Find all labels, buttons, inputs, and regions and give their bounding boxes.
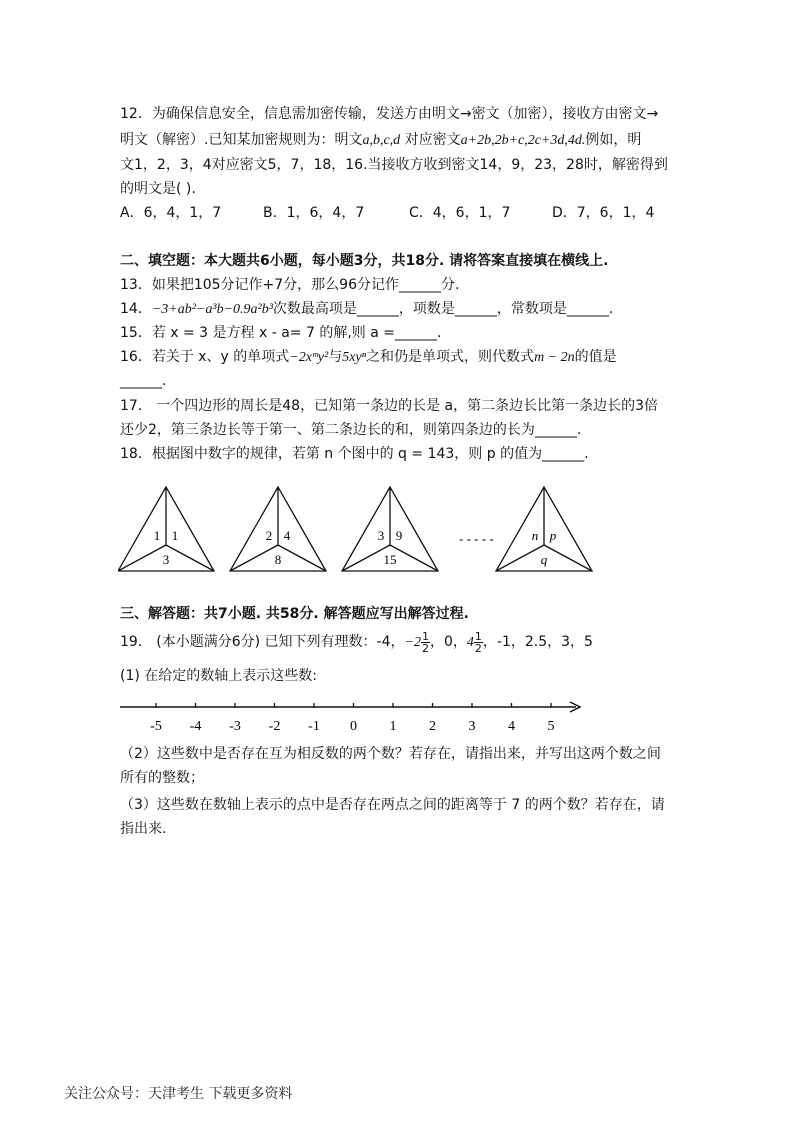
section2-title: 二、填空题：本大题共6小题，每小题3分，共18分. 请将答案直接填在横线上. bbox=[120, 253, 609, 269]
q19-part1: (1) 在给定的数轴上表示这些数: bbox=[120, 668, 317, 684]
q19-post: ，-1，2.5，3，5 bbox=[482, 634, 593, 650]
q16-tail: 的值是 bbox=[574, 349, 617, 365]
q14-pre: 14． bbox=[120, 301, 152, 317]
triangle-left-number: n bbox=[531, 528, 539, 543]
q17-line2: 还少2，第三条边长等于第一、第二条边长的和，则第四条边的长为______. bbox=[120, 422, 582, 438]
q19-pre: 19． (本小题满分6分) 已知下列有理数：-4， bbox=[120, 634, 405, 650]
option-b: B．1，6，4，7 bbox=[263, 205, 365, 221]
q18: 18．根据图中数字的规律，若第 n 个图中的 q = 143，则 p 的值为______. bbox=[120, 446, 589, 462]
triangle-bottom-number: 15 bbox=[383, 552, 397, 567]
number-line-tick-label: 2 bbox=[429, 719, 436, 734]
triangle-bottom-number: 8 bbox=[274, 552, 282, 567]
number-line-tick-label: -3 bbox=[229, 719, 241, 734]
ellipsis-dots: - - - - - bbox=[459, 531, 494, 546]
q19-line1 bbox=[120, 629, 593, 656]
q16-line2: ______. bbox=[120, 373, 167, 389]
arrow-icon: → bbox=[646, 106, 659, 122]
number-line-tick-label: 4 bbox=[508, 719, 515, 734]
frac2-num: 1 bbox=[474, 629, 482, 643]
frac1-whole: −2 bbox=[404, 635, 421, 650]
triangle-bottom-number: q bbox=[540, 552, 548, 567]
triangle-figure bbox=[230, 487, 326, 571]
triangle-figure bbox=[118, 487, 214, 571]
number-line-tick-label: 3 bbox=[468, 719, 476, 734]
q13: 13．如果把105分记作+7分，那么96分记作______分. bbox=[120, 277, 460, 293]
q12-text-a: 12．为确保信息安全，信息需加密传输，发送方由明文 bbox=[120, 106, 460, 122]
q12-line1 bbox=[120, 104, 658, 124]
number-line-tick-label: 1 bbox=[389, 719, 397, 734]
arrow-icon: → bbox=[459, 106, 472, 122]
q19-part2-b: 所有的整数； bbox=[120, 770, 204, 786]
frac1 bbox=[421, 631, 430, 654]
triangle-bottom-number: 3 bbox=[162, 552, 170, 567]
triangle-right-number: p bbox=[549, 528, 557, 543]
triangle-left-number: 1 bbox=[153, 528, 161, 543]
q12-line4: 的明文是( ). bbox=[120, 181, 196, 197]
number-line-tick-label: 0 bbox=[350, 719, 357, 734]
option-d: D．7，6，1，4 bbox=[552, 205, 655, 221]
option-a: A．6，4，1，7 bbox=[120, 205, 222, 221]
q12-text-b: 密文（加密），接收方由密文 bbox=[471, 106, 647, 122]
triangle-left-number: 3 bbox=[377, 528, 385, 543]
footer-note: 关注公众号：天津考生 下载更多资料 bbox=[64, 1086, 293, 1102]
triangle-figure bbox=[496, 487, 592, 571]
frac1-den: 2 bbox=[421, 641, 429, 655]
frac2-whole: 4 bbox=[466, 635, 474, 650]
number-line-tick-label: -2 bbox=[268, 719, 281, 734]
q14-post: 次数最高项是______，项数是______，常数项是______. bbox=[272, 301, 614, 317]
q16-expr3: m − 2n bbox=[534, 350, 575, 365]
triangle-pattern-figure bbox=[118, 485, 594, 577]
q12-line2-mid: 对应密文 bbox=[400, 132, 461, 148]
q12-vars: a,b,c,d bbox=[362, 133, 401, 148]
q19-mid: ，0， bbox=[429, 634, 467, 650]
triangle-figure bbox=[342, 487, 438, 571]
q16-post: 之和仍是单项式，则代数式 bbox=[366, 349, 535, 365]
triangle-left-number: 2 bbox=[265, 528, 273, 543]
number-line-tick-label: 5 bbox=[547, 719, 555, 734]
q14 bbox=[120, 299, 613, 320]
q12-line2 bbox=[120, 130, 641, 151]
q17-line1: 17． 一个四边形的周长是48，已知第一条边的长是 a，第二条边长比第一条边长的3倍 bbox=[120, 398, 659, 414]
q12-line2-pre: 明文（解密）.已知某加密规则为：明文 bbox=[120, 132, 363, 148]
q16-expr1: −2xᵐy² bbox=[289, 350, 329, 365]
q12-expr: a+2b,2b+c,2c+3d,4d. bbox=[460, 133, 586, 148]
q16-pre: 16．若关于 x、y 的单项式 bbox=[120, 349, 290, 365]
q14-expr: −3+ab²−a³b−0.9a²b³ bbox=[151, 302, 273, 317]
number-line-tick-label: -5 bbox=[150, 719, 162, 734]
q12-line2-post: 例如，明 bbox=[585, 132, 642, 148]
number-line bbox=[118, 694, 588, 734]
q16-expr2: 5xyⁿ bbox=[342, 350, 367, 365]
option-c: C．4，6，1，7 bbox=[409, 205, 511, 221]
q19-part2-a: （2）这些数中是否存在互为相反数的两个数？若存在，请指出来，并写出这两个数之间 bbox=[120, 746, 661, 762]
number-line-tick-label: -1 bbox=[308, 719, 320, 734]
triangle-right-number: 1 bbox=[171, 528, 179, 543]
q16-line1 bbox=[120, 347, 617, 368]
q12-options bbox=[120, 203, 654, 223]
q19-part3-a: （3）这些数在数轴上表示的点中是否存在两点之间的距离等于 7 的两个数？若存在，请 bbox=[120, 797, 665, 813]
frac2 bbox=[474, 631, 483, 654]
triangle-right-number: 9 bbox=[395, 528, 403, 543]
section3-title: 三、解答题：共7小题. 共58分. 解答题应写出解答过程. bbox=[120, 606, 469, 622]
q12-line3: 文1，2，3，4对应密文5，7，18，16.当接收方收到密文14，9，23，28时，解密得到 bbox=[120, 157, 668, 173]
number-line-tick-label: -4 bbox=[189, 719, 202, 734]
q16-mid: 与 bbox=[328, 349, 343, 365]
q19-part3-b: 指出来. bbox=[120, 821, 167, 837]
frac1-num: 1 bbox=[421, 629, 429, 643]
frac2-den: 2 bbox=[474, 641, 482, 655]
triangle-right-number: 4 bbox=[283, 528, 291, 543]
q15: 15．若 x = 3 是方程 x - a= 7 的解,则 a =______. bbox=[120, 325, 442, 341]
